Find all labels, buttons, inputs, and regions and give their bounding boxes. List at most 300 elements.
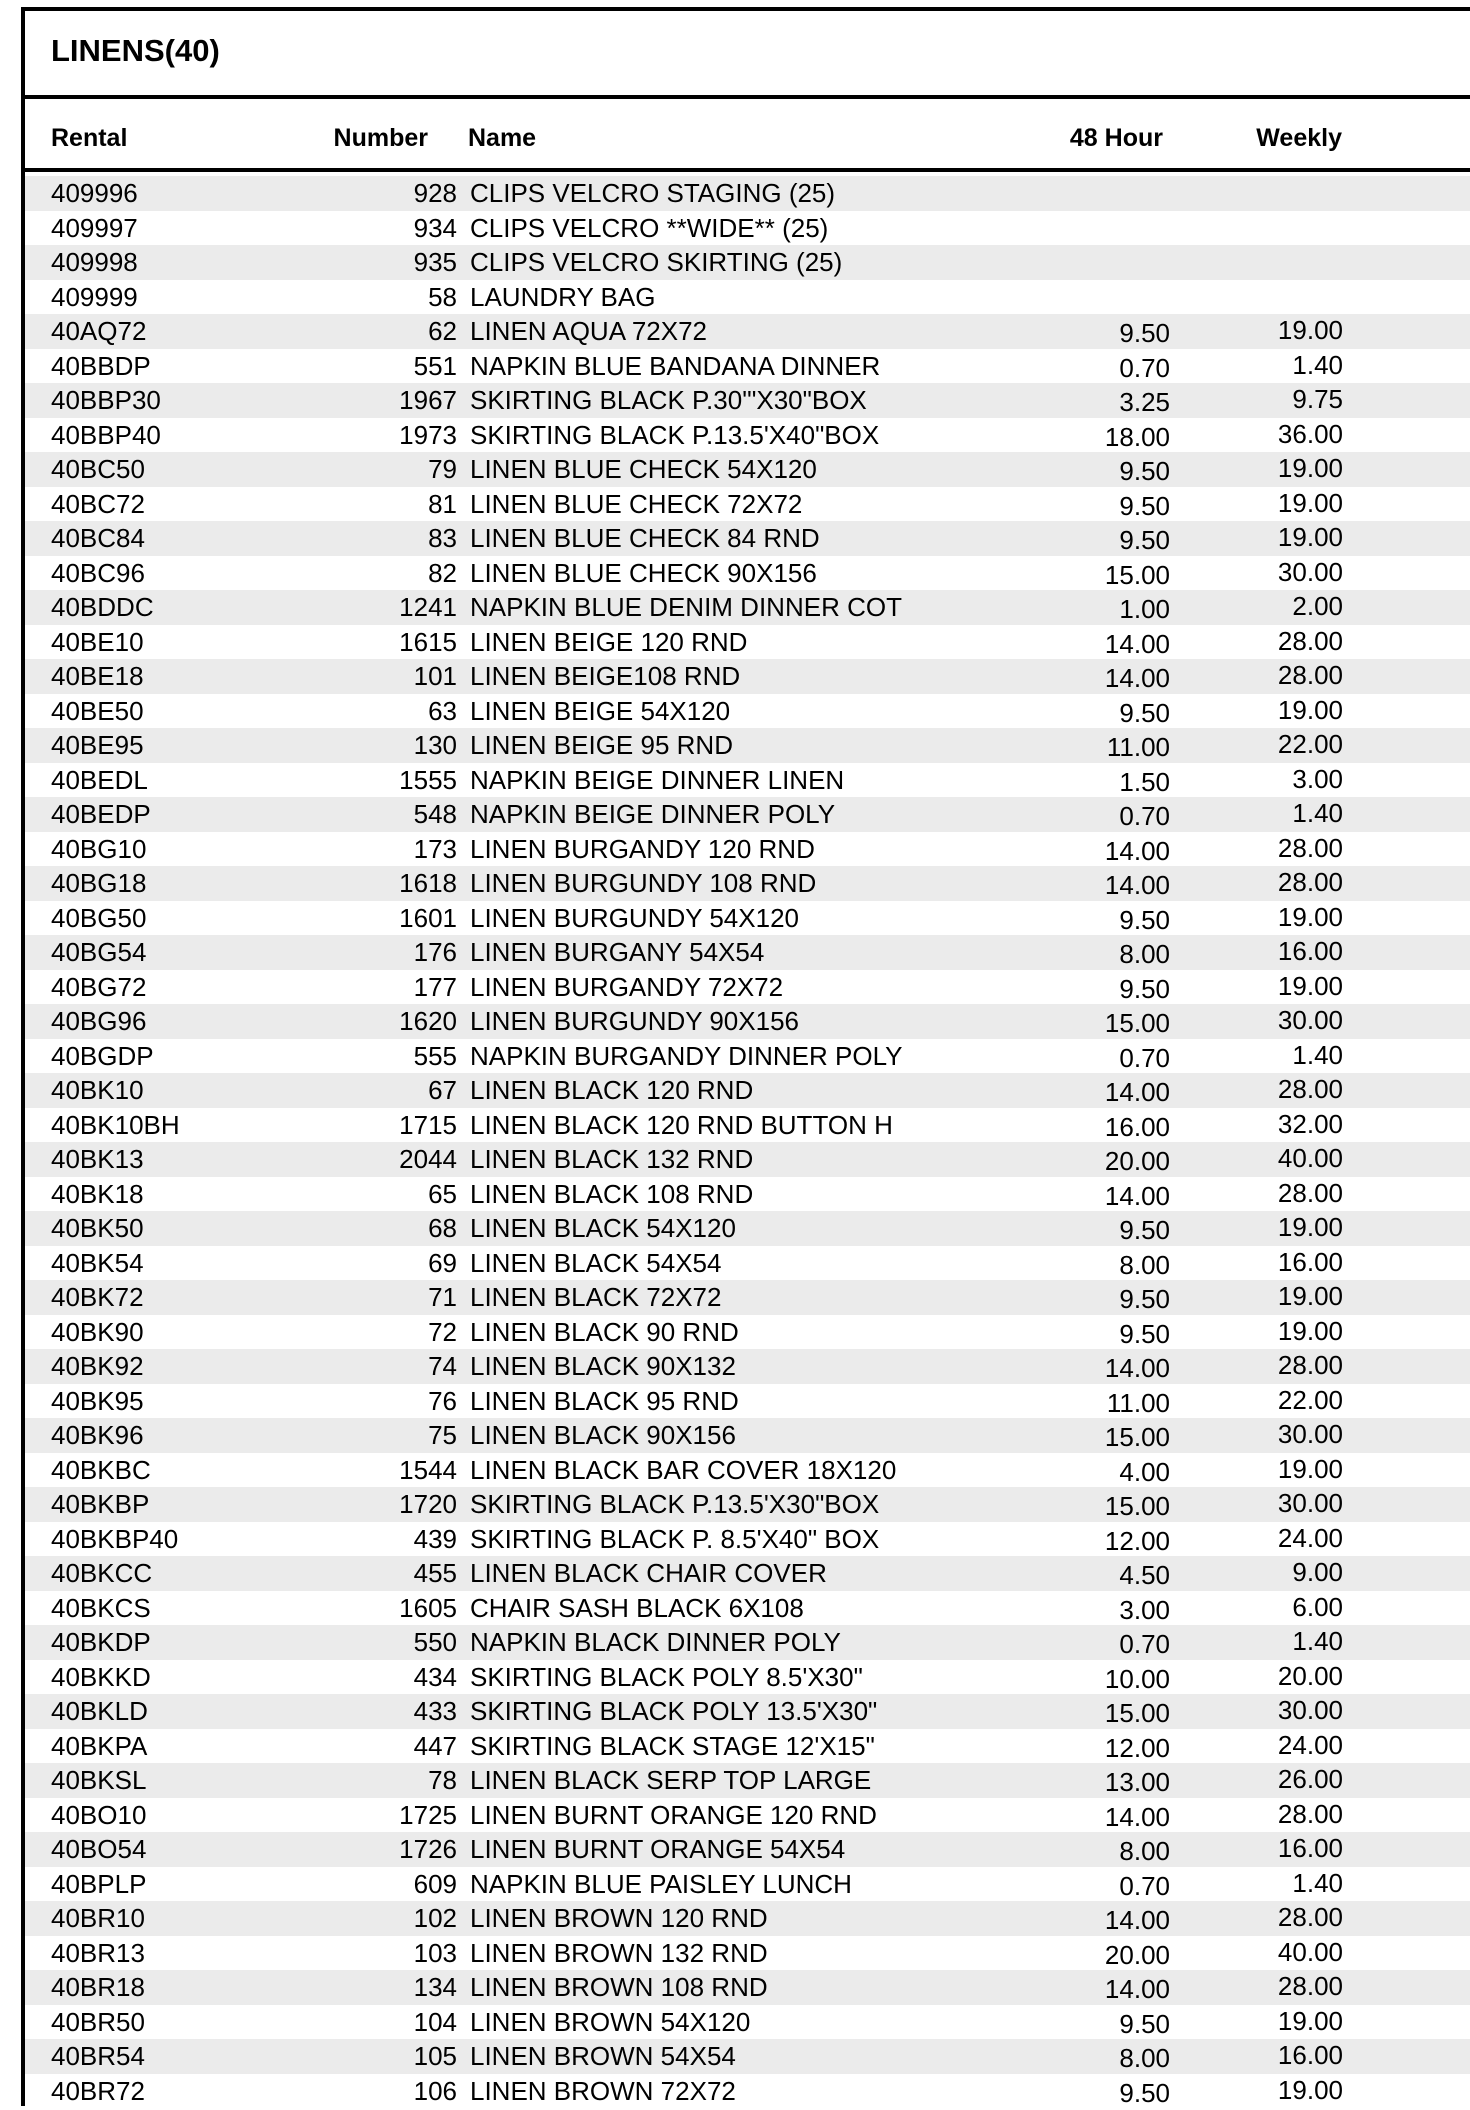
- cell-rental: 40BG96: [51, 1004, 146, 1039]
- table-row: [25, 1936, 1470, 1971]
- table-row: [25, 556, 1470, 591]
- cell-number: 79: [428, 452, 457, 487]
- column-header-number: Number: [334, 124, 428, 153]
- cell-weekly: 1.40: [1292, 796, 1343, 831]
- cell-number: 1973: [399, 418, 457, 453]
- cell-weekly: 36.00: [1278, 417, 1343, 452]
- cell-weekly: 19.00: [1278, 1314, 1343, 1349]
- table-row: [25, 1798, 1470, 1833]
- cell-48-hour: 16.00: [1105, 1110, 1170, 1145]
- cell-rental: 40BKSL: [51, 1763, 146, 1798]
- section-title: LINENS(40): [51, 33, 220, 69]
- cell-48-hour: 11.00: [1107, 730, 1170, 765]
- cell-48-hour: 9.50: [1119, 316, 1170, 351]
- cell-name: SKIRTING BLACK P.30'"X30"BOX: [470, 383, 867, 418]
- cell-number: 58: [428, 280, 457, 315]
- cell-rental: 40BK96: [51, 1418, 144, 1453]
- cell-48-hour: 1.50: [1119, 765, 1170, 800]
- cell-rental: 40BKBC: [51, 1453, 151, 1488]
- cell-rental: 40BEDP: [51, 797, 151, 832]
- cell-rental: 40BKCS: [51, 1591, 151, 1626]
- cell-number: 102: [414, 1901, 457, 1936]
- cell-weekly: 28.00: [1278, 1969, 1343, 2004]
- cell-rental: 40BEDL: [51, 763, 148, 798]
- cell-rental: 40BR72: [51, 2074, 145, 2109]
- cell-48-hour: 14.00: [1105, 1179, 1170, 1214]
- cell-48-hour: 20.00: [1105, 1144, 1170, 1179]
- cell-name: LINEN BLACK 90X156: [470, 1418, 736, 1453]
- cell-48-hour: 14.00: [1105, 834, 1170, 869]
- table-row: [25, 1832, 1470, 1867]
- cell-48-hour: 4.50: [1119, 1558, 1170, 1593]
- cell-name: LINEN BLUE CHECK 90X156: [470, 556, 817, 591]
- cell-name: LINEN BLACK CHAIR COVER: [470, 1556, 827, 1591]
- cell-number: 1544: [399, 1453, 457, 1488]
- cell-rental: 40BC96: [51, 556, 145, 591]
- cell-name: LINEN BLACK 54X120: [470, 1211, 736, 1246]
- table-row: [25, 1901, 1470, 1936]
- cell-rental: 40BE50: [51, 694, 144, 729]
- column-header-weekly: Weekly: [1256, 124, 1342, 153]
- cell-48-hour: 9.50: [1119, 696, 1170, 731]
- cell-name: SKIRTING BLACK POLY 8.5'X30": [470, 1660, 863, 1695]
- cell-number: 1725: [399, 1798, 457, 1833]
- cell-number: 63: [428, 694, 457, 729]
- cell-rental: 40BPLP: [51, 1867, 146, 1902]
- table-row: [25, 314, 1470, 349]
- cell-name: LINEN BLACK 120 RND: [470, 1073, 753, 1108]
- cell-name: LINEN BURGANDY 72X72: [470, 970, 783, 1005]
- table-row: [25, 1694, 1470, 1729]
- cell-rental: 40BK18: [51, 1177, 144, 1212]
- cell-number: 83: [428, 521, 457, 556]
- cell-48-hour: 14.00: [1105, 1351, 1170, 1386]
- cell-name: LINEN BURGANY 54X54: [470, 935, 764, 970]
- cell-weekly: 24.00: [1278, 1521, 1343, 1556]
- cell-weekly: 28.00: [1278, 658, 1343, 693]
- cell-rental: 40BO10: [51, 1798, 146, 1833]
- table-row: [25, 866, 1470, 901]
- cell-number: 1620: [399, 1004, 457, 1039]
- column-header-name: Name: [468, 124, 536, 153]
- cell-name: LINEN BEIGE 54X120: [470, 694, 730, 729]
- cell-name: SKIRTING BLACK P. 8.5'X40" BOX: [470, 1522, 879, 1557]
- cell-48-hour: 9.50: [1119, 523, 1170, 558]
- cell-rental: 409999: [51, 280, 138, 315]
- cell-48-hour: 14.00: [1105, 868, 1170, 903]
- cell-48-hour: 10.00: [1105, 1662, 1170, 1697]
- cell-weekly: 2.00: [1292, 589, 1343, 624]
- cell-number: 72: [428, 1315, 457, 1350]
- cell-rental: 40BK13: [51, 1142, 144, 1177]
- cell-48-hour: 1.00: [1119, 592, 1170, 627]
- table-row: [25, 211, 1470, 246]
- cell-rental: 40BE95: [51, 728, 144, 763]
- cell-weekly: 32.00: [1278, 1107, 1343, 1142]
- cell-48-hour: 3.00: [1119, 1593, 1170, 1628]
- cell-rental: 40BK92: [51, 1349, 144, 1384]
- cell-weekly: 28.00: [1278, 865, 1343, 900]
- cell-name: LINEN BLACK 90 RND: [470, 1315, 739, 1350]
- cell-name: LINEN BURGUNDY 90X156: [470, 1004, 799, 1039]
- table-row: [25, 1763, 1470, 1798]
- cell-number: 447: [414, 1729, 457, 1764]
- cell-number: 134: [414, 1970, 457, 2005]
- cell-48-hour: 0.70: [1119, 1041, 1170, 1076]
- cell-number: 106: [414, 2074, 457, 2109]
- table-row: [25, 659, 1470, 694]
- cell-number: 71: [428, 1280, 457, 1315]
- table-row: [25, 1004, 1470, 1039]
- cell-number: 455: [414, 1556, 457, 1591]
- cell-weekly: 40.00: [1278, 1935, 1343, 1970]
- cell-48-hour: 9.50: [1119, 972, 1170, 1007]
- cell-rental: 40BDDC: [51, 590, 154, 625]
- cell-weekly: 19.00: [1278, 451, 1343, 486]
- cell-48-hour: 8.00: [1119, 937, 1170, 972]
- cell-48-hour: 0.70: [1119, 351, 1170, 386]
- cell-number: 1618: [399, 866, 457, 901]
- cell-name: LINEN BLACK SERP TOP LARGE: [470, 1763, 871, 1798]
- cell-name: NAPKIN BLUE PAISLEY LUNCH: [470, 1867, 852, 1902]
- cell-48-hour: 9.50: [1119, 903, 1170, 938]
- cell-weekly: 28.00: [1278, 1900, 1343, 1935]
- cell-name: NAPKIN BLUE DENIM DINNER COT: [470, 590, 902, 625]
- cell-name: LAUNDRY BAG: [470, 280, 655, 315]
- cell-number: 1241: [399, 590, 457, 625]
- cell-rental: 409997: [51, 211, 138, 246]
- cell-number: 78: [428, 1763, 457, 1798]
- cell-48-hour: 12.00: [1105, 1731, 1170, 1766]
- cell-rental: 40BK54: [51, 1246, 144, 1281]
- cell-rental: 40BK90: [51, 1315, 144, 1350]
- cell-name: CLIPS VELCRO STAGING (25): [470, 176, 835, 211]
- cell-rental: 40BR54: [51, 2039, 145, 2074]
- cell-name: LINEN BLACK BAR COVER 18X120: [470, 1453, 896, 1488]
- cell-rental: 40BGDP: [51, 1039, 154, 1074]
- cell-rental: 40BKBP40: [51, 1522, 178, 1557]
- cell-number: 74: [428, 1349, 457, 1384]
- cell-48-hour: 8.00: [1119, 1248, 1170, 1283]
- cell-weekly: 30.00: [1278, 555, 1343, 590]
- cell-weekly: 19.00: [1278, 900, 1343, 935]
- cell-number: 103: [414, 1936, 457, 1971]
- cell-rental: 40BR10: [51, 1901, 145, 1936]
- table-row: [25, 1625, 1470, 1660]
- table-row: [25, 1729, 1470, 1764]
- cell-weekly: 28.00: [1278, 1176, 1343, 1211]
- cell-48-hour: 9.50: [1119, 2076, 1170, 2110]
- cell-48-hour: 14.00: [1105, 1800, 1170, 1835]
- cell-number: 173: [414, 832, 457, 867]
- cell-48-hour: 18.00: [1105, 420, 1170, 455]
- cell-weekly: 19.00: [1278, 1279, 1343, 1314]
- cell-name: LINEN BROWN 120 RND: [470, 1901, 768, 1936]
- cell-weekly: 9.75: [1292, 382, 1343, 417]
- cell-48-hour: 8.00: [1119, 2041, 1170, 2076]
- cell-rental: 40BKCC: [51, 1556, 152, 1591]
- cell-weekly: 30.00: [1278, 1693, 1343, 1728]
- cell-name: LINEN BROWN 132 RND: [470, 1936, 768, 1971]
- cell-number: 609: [414, 1867, 457, 1902]
- cell-name: LINEN BLACK 95 RND: [470, 1384, 739, 1419]
- cell-weekly: 9.00: [1292, 1555, 1343, 1590]
- cell-rental: 40BC72: [51, 487, 145, 522]
- cell-weekly: 28.00: [1278, 1072, 1343, 1107]
- table-row: [25, 901, 1470, 936]
- cell-rental: 40BKLD: [51, 1694, 148, 1729]
- table-row: [25, 590, 1470, 625]
- table-row: [25, 1867, 1470, 1902]
- cell-48-hour: 13.00: [1105, 1765, 1170, 1800]
- cell-rental: 40BR18: [51, 1970, 145, 2005]
- cell-name: LINEN BURNT ORANGE 54X54: [470, 1832, 845, 1867]
- cell-number: 82: [428, 556, 457, 591]
- table-row: [25, 1280, 1470, 1315]
- cell-weekly: 1.40: [1292, 1866, 1343, 1901]
- cell-number: 68: [428, 1211, 457, 1246]
- cell-weekly: 1.40: [1292, 348, 1343, 383]
- cell-name: LINEN BLACK 54X54: [470, 1246, 721, 1281]
- table-row: [25, 1073, 1470, 1108]
- cell-name: CLIPS VELCRO SKIRTING (25): [470, 245, 842, 280]
- cell-weekly: 30.00: [1278, 1003, 1343, 1038]
- table-row: [25, 1211, 1470, 1246]
- cell-name: LINEN BURGUNDY 54X120: [470, 901, 799, 936]
- cell-rental: 40BKKD: [51, 1660, 151, 1695]
- cell-weekly: 19.00: [1278, 1452, 1343, 1487]
- cell-number: 67: [428, 1073, 457, 1108]
- cell-weekly: 28.00: [1278, 1797, 1343, 1832]
- cell-weekly: 1.40: [1292, 1038, 1343, 1073]
- cell-name: LINEN BEIGE108 RND: [470, 659, 740, 694]
- table-row: [25, 1142, 1470, 1177]
- cell-weekly: 16.00: [1278, 1831, 1343, 1866]
- table-row: [25, 1487, 1470, 1522]
- cell-name: LINEN BLACK 132 RND: [470, 1142, 753, 1177]
- table-row: [25, 383, 1470, 418]
- table-row: [25, 1177, 1470, 1212]
- cell-48-hour: 12.00: [1105, 1524, 1170, 1559]
- cell-number: 434: [414, 1660, 457, 1695]
- cell-weekly: 19.00: [1278, 2004, 1343, 2039]
- cell-weekly: 22.00: [1278, 1383, 1343, 1418]
- cell-48-hour: 14.00: [1105, 627, 1170, 662]
- cell-weekly: 6.00: [1292, 1590, 1343, 1625]
- cell-weekly: 3.00: [1292, 762, 1343, 797]
- table-row: [25, 280, 1470, 315]
- cell-name: LINEN BLUE CHECK 54X120: [470, 452, 817, 487]
- table-row: [25, 763, 1470, 798]
- cell-weekly: 16.00: [1278, 1245, 1343, 1280]
- cell-name: LINEN AQUA 72X72: [470, 314, 707, 349]
- cell-number: 81: [428, 487, 457, 522]
- cell-number: 75: [428, 1418, 457, 1453]
- cell-number: 928: [414, 176, 457, 211]
- cell-48-hour: 14.00: [1105, 1972, 1170, 2007]
- cell-48-hour: 15.00: [1105, 1006, 1170, 1041]
- cell-rental: 40BE18: [51, 659, 144, 694]
- cell-48-hour: 8.00: [1119, 1834, 1170, 1869]
- cell-rental: 409996: [51, 176, 138, 211]
- table-row: [25, 970, 1470, 1005]
- cell-name: LINEN BEIGE 120 RND: [470, 625, 747, 660]
- cell-weekly: 19.00: [1278, 313, 1343, 348]
- cell-number: 2044: [399, 1142, 457, 1177]
- table-row: [25, 2074, 1470, 2109]
- cell-48-hour: 11.00: [1107, 1386, 1170, 1421]
- cell-weekly: 19.00: [1278, 1210, 1343, 1245]
- cell-name: LINEN BLACK 72X72: [470, 1280, 721, 1315]
- cell-name: CHAIR SASH BLACK 6X108: [470, 1591, 804, 1626]
- cell-number: 62: [428, 314, 457, 349]
- cell-48-hour: 0.70: [1119, 1869, 1170, 1904]
- cell-name: SKIRTING BLACK P.13.5'X30"BOX: [470, 1487, 879, 1522]
- cell-weekly: 19.00: [1278, 969, 1343, 1004]
- cell-name: LINEN BLACK 108 RND: [470, 1177, 753, 1212]
- cell-48-hour: 9.50: [1119, 1213, 1170, 1248]
- cell-number: 1605: [399, 1591, 457, 1626]
- cell-48-hour: 3.25: [1119, 385, 1170, 420]
- cell-48-hour: 9.50: [1119, 2007, 1170, 2042]
- table-row: [25, 245, 1470, 280]
- cell-rental: 40BK10: [51, 1073, 144, 1108]
- cell-name: SKIRTING BLACK P.13.5'X40"BOX: [470, 418, 879, 453]
- cell-48-hour: 9.50: [1119, 489, 1170, 524]
- cell-rental: 40BC50: [51, 452, 145, 487]
- table-row: [25, 728, 1470, 763]
- cell-name: LINEN BROWN 108 RND: [470, 1970, 768, 2005]
- cell-number: 176: [414, 935, 457, 970]
- cell-rental: 40BK10BH: [51, 1108, 180, 1143]
- cell-weekly: 26.00: [1278, 1762, 1343, 1797]
- cell-number: 76: [428, 1384, 457, 1419]
- table-row: [25, 1591, 1470, 1626]
- cell-name: LINEN BURGUNDY 108 RND: [470, 866, 816, 901]
- table-row: [25, 1453, 1470, 1488]
- table-row: [25, 1660, 1470, 1695]
- title-divider: [21, 95, 1470, 99]
- header-divider: [21, 168, 1470, 172]
- cell-48-hour: 9.50: [1119, 454, 1170, 489]
- cell-weekly: 30.00: [1278, 1486, 1343, 1521]
- table-row: [25, 521, 1470, 556]
- cell-weekly: 20.00: [1278, 1659, 1343, 1694]
- table-row: [25, 1522, 1470, 1557]
- cell-rental: 40BR50: [51, 2005, 145, 2040]
- cell-name: LINEN BROWN 54X120: [470, 2005, 750, 2040]
- cell-weekly: 16.00: [1278, 934, 1343, 969]
- cell-number: 555: [414, 1039, 457, 1074]
- cell-48-hour: 0.70: [1119, 799, 1170, 834]
- cell-weekly: 19.00: [1278, 520, 1343, 555]
- table-body: [25, 176, 1470, 2108]
- cell-number: 934: [414, 211, 457, 246]
- table-row: [25, 349, 1470, 384]
- cell-weekly: 28.00: [1278, 831, 1343, 866]
- table-row: [25, 418, 1470, 453]
- cell-rental: 409998: [51, 245, 138, 280]
- cell-weekly: 1.40: [1292, 1624, 1343, 1659]
- cell-weekly: 28.00: [1278, 1348, 1343, 1383]
- table-row: [25, 1970, 1470, 2005]
- table-row: [25, 1246, 1470, 1281]
- column-header-48-hour: 48 Hour: [1070, 124, 1163, 153]
- cell-rental: 40BK95: [51, 1384, 144, 1419]
- cell-rental: 40BK72: [51, 1280, 144, 1315]
- cell-rental: 40BBP40: [51, 418, 161, 453]
- cell-number: 1726: [399, 1832, 457, 1867]
- cell-name: LINEN BROWN 72X72: [470, 2074, 736, 2109]
- cell-rental: 40BG10: [51, 832, 146, 867]
- cell-48-hour: 9.50: [1119, 1282, 1170, 1317]
- cell-name: NAPKIN BEIGE DINNER POLY: [470, 797, 835, 832]
- cell-name: LINEN BROWN 54X54: [470, 2039, 736, 2074]
- cell-rental: 40BBP30: [51, 383, 161, 418]
- cell-rental: 40BE10: [51, 625, 144, 660]
- table-row: [25, 487, 1470, 522]
- cell-name: SKIRTING BLACK STAGE 12'X15": [470, 1729, 875, 1764]
- table-row: [25, 694, 1470, 729]
- cell-name: CLIPS VELCRO **WIDE** (25): [470, 211, 828, 246]
- cell-48-hour: 14.00: [1105, 1075, 1170, 1110]
- cell-48-hour: 14.00: [1105, 1903, 1170, 1938]
- cell-weekly: 19.00: [1278, 2073, 1343, 2108]
- table-row: [25, 1039, 1470, 1074]
- cell-name: LINEN BLACK 120 RND BUTTON H: [470, 1108, 893, 1143]
- cell-number: 1601: [399, 901, 457, 936]
- cell-rental: 40BG50: [51, 901, 146, 936]
- cell-name: NAPKIN BEIGE DINNER LINEN: [470, 763, 844, 798]
- cell-weekly: 24.00: [1278, 1728, 1343, 1763]
- table-row: [25, 1418, 1470, 1453]
- cell-rental: 40BG72: [51, 970, 146, 1005]
- table-row: [25, 452, 1470, 487]
- cell-number: 1720: [399, 1487, 457, 1522]
- cell-48-hour: 15.00: [1105, 1420, 1170, 1455]
- column-header-rental: Rental: [51, 124, 127, 153]
- table-row: [25, 1315, 1470, 1350]
- cell-name: LINEN BLACK 90X132: [470, 1349, 736, 1384]
- cell-number: 433: [414, 1694, 457, 1729]
- cell-name: NAPKIN BLUE BANDANA DINNER: [470, 349, 880, 384]
- cell-name: LINEN BLUE CHECK 84 RND: [470, 521, 820, 556]
- cell-number: 65: [428, 1177, 457, 1212]
- cell-name: LINEN BLUE CHECK 72X72: [470, 487, 802, 522]
- cell-number: 1967: [399, 383, 457, 418]
- cell-rental: 40BBDP: [51, 349, 151, 384]
- cell-48-hour: 15.00: [1105, 558, 1170, 593]
- cell-number: 551: [414, 349, 457, 384]
- cell-48-hour: 20.00: [1105, 1938, 1170, 1973]
- cell-weekly: 28.00: [1278, 624, 1343, 659]
- cell-number: 550: [414, 1625, 457, 1660]
- cell-number: 177: [414, 970, 457, 1005]
- cell-number: 1715: [399, 1108, 457, 1143]
- cell-number: 101: [414, 659, 457, 694]
- cell-weekly: 19.00: [1278, 693, 1343, 728]
- cell-number: 548: [414, 797, 457, 832]
- cell-number: 1555: [399, 763, 457, 798]
- table-row: [25, 1556, 1470, 1591]
- cell-48-hour: 9.50: [1119, 1317, 1170, 1352]
- table-row: [25, 1108, 1470, 1143]
- cell-48-hour: 15.00: [1105, 1696, 1170, 1731]
- table-row: [25, 1384, 1470, 1419]
- cell-rental: 40BC84: [51, 521, 145, 556]
- cell-rental: 40AQ72: [51, 314, 146, 349]
- cell-48-hour: 0.70: [1119, 1627, 1170, 1662]
